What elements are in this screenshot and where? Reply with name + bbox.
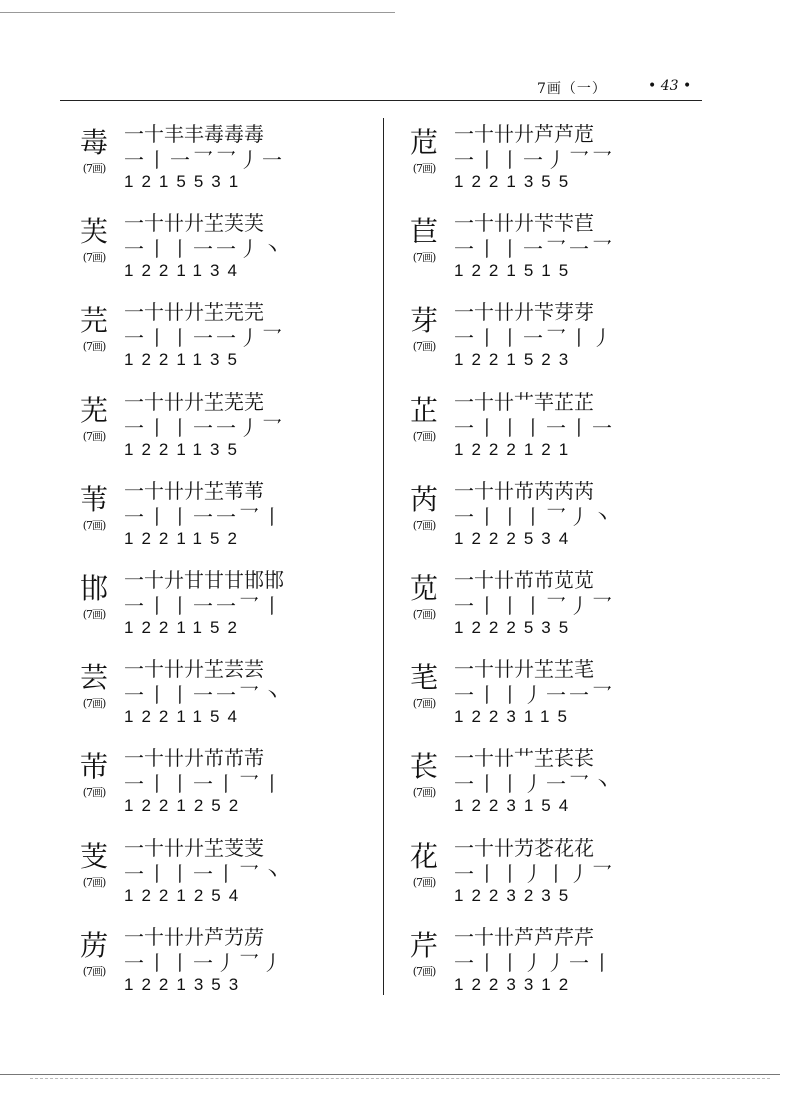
head-character	[400, 306, 448, 354]
stroke-count-label: (7画)	[82, 607, 106, 621]
top-scan-rule	[0, 12, 395, 13]
head-character	[70, 752, 118, 800]
stroke-types: 一丨丨一丨乛丨	[124, 772, 285, 797]
head-character	[400, 839, 448, 890]
character-entry	[400, 380, 660, 469]
character-entry	[400, 201, 660, 290]
character-entry	[70, 201, 330, 290]
character-entry	[70, 112, 330, 201]
stroke-sequence: 一十卄廾芦芦苊	[454, 122, 594, 146]
stroke-sequence: 一十卄廾芐芐苣	[454, 211, 594, 236]
stroke-types: 一丨丨丿丨丿乛	[454, 861, 615, 886]
stroke-codes: 1221134	[124, 261, 245, 281]
stroke-codes: 1221355	[454, 172, 577, 191]
stroke-types: 一丨丨一丿乛丿	[124, 950, 285, 975]
stroke-types: 一丨丨一一丿丶	[124, 237, 285, 262]
head-character	[70, 217, 118, 265]
stroke-types: 一丨丨一乛一乛	[454, 237, 615, 262]
stroke-count-label: (7画)	[412, 518, 436, 532]
head-character	[70, 128, 118, 176]
stroke-sequence: 一十卄芀芲花花	[454, 835, 594, 860]
head-character	[400, 393, 448, 444]
stroke-types: 一丨丨一一乛丶	[124, 683, 285, 708]
character: 芮	[409, 482, 438, 516]
stroke-sequence: 一十卄廾芏芏芼	[454, 657, 594, 682]
head-character	[70, 663, 118, 711]
stroke-sequence: 一十卄廾芇芇芾	[124, 746, 264, 771]
stroke-sequence: 一十丰丰毒毒毒	[124, 122, 264, 146]
character: 邯	[79, 571, 108, 605]
stroke-count-label: (7画)	[412, 340, 436, 354]
stroke-codes: 1221523	[454, 350, 577, 370]
character: 芾	[79, 750, 108, 784]
stroke-sequence: 一十卄芇芇苋苋	[454, 567, 594, 592]
head-character	[70, 928, 118, 979]
stroke-types: 一丨丨一一乛丨	[124, 504, 285, 529]
stroke-codes: 1223154	[454, 796, 577, 816]
stroke-codes: 1222121	[454, 439, 577, 459]
stroke-sequence: 一十卄廾芏芰芰	[124, 835, 264, 860]
bottom-rule-faint	[30, 1078, 770, 1079]
head-character	[70, 571, 118, 622]
stroke-count-label: (7画)	[412, 697, 436, 711]
stroke-types: 一丨丨丨一丨一	[454, 415, 615, 440]
stroke-types: 一丨丨一乛丨丿	[454, 326, 615, 351]
character-entry	[400, 826, 660, 915]
stroke-sequence: 一十卄芦芦芹芹	[454, 924, 594, 949]
character-entry	[70, 469, 330, 558]
stroke-codes: 1221154	[124, 707, 245, 727]
stroke-codes: 1221252	[124, 796, 247, 816]
right-column	[400, 112, 660, 1004]
head-character	[400, 217, 448, 265]
stroke-types: 一丨丨丿一一乛	[454, 683, 615, 708]
stroke-sequence: 一十卄芇芮芮芮	[454, 478, 594, 503]
stroke-types: 一丨丨丿一乛丶	[454, 772, 615, 797]
stroke-sequence: 一十卄廾芏芸芸	[124, 657, 264, 682]
character-entry	[400, 647, 660, 736]
stroke-sequence: 一十卄艹芉芷芷	[454, 389, 594, 414]
stroke-sequence: 一十卄廾芏芜芜	[124, 389, 264, 414]
stroke-codes: 1223235	[454, 885, 577, 905]
character-entry	[70, 290, 330, 379]
character: 芙	[79, 215, 108, 249]
stroke-types: 一丨丨丨乛丿丶	[454, 504, 615, 529]
stroke-count-label: (7画)	[82, 340, 106, 354]
character: 毒	[79, 126, 108, 159]
character-entry	[70, 915, 330, 1004]
character-entry	[400, 558, 660, 647]
character-entry	[70, 558, 330, 647]
stroke-types: 一丨丨一一乛丨	[124, 593, 285, 618]
stroke-count-label: (7画)	[412, 162, 436, 175]
stroke-codes: 1221254	[124, 885, 247, 905]
character: 苋	[409, 571, 438, 605]
stroke-count-label: (7画)	[412, 251, 436, 265]
character: 芹	[409, 928, 438, 962]
stroke-sequence: 一十卄艹芏苌苌	[454, 746, 594, 771]
left-column	[70, 112, 330, 1004]
stroke-count-label: (7画)	[82, 697, 106, 711]
stroke-count-label: (7画)	[82, 964, 106, 978]
stroke-codes: 1222534	[454, 528, 577, 548]
stroke-count-label: (7画)	[412, 607, 436, 621]
head-character	[400, 752, 448, 800]
stroke-types: 一丨丨丿丿一丨	[454, 950, 615, 975]
stroke-sequence: 一十卄廾芏苇苇	[124, 478, 264, 503]
character-entry	[400, 469, 660, 558]
stroke-sequence: 一十廾甘甘甘邯邯	[124, 567, 284, 592]
stroke-count-label: (7画)	[412, 964, 436, 978]
character: 苇	[79, 482, 108, 516]
stroke-codes: 1221152	[124, 528, 245, 548]
character: 花	[409, 839, 438, 873]
stroke-codes: 1223115	[454, 707, 575, 727]
head-character	[70, 482, 118, 533]
character-entry	[400, 290, 660, 379]
character: 芸	[79, 661, 108, 695]
stroke-types: 一丨丨一一丿乛	[124, 415, 285, 440]
column-divider	[383, 118, 384, 995]
stroke-sequence: 一十卄廾芏芫芫	[124, 300, 264, 325]
stroke-codes: 1221152	[124, 617, 245, 637]
stroke-count-label: (7画)	[82, 786, 106, 800]
character: 芰	[79, 839, 108, 873]
section-title: 7画（一）	[537, 81, 607, 97]
head-character	[70, 393, 118, 444]
stroke-count-label: (7画)	[82, 162, 106, 175]
head-character	[70, 306, 118, 354]
character-entry	[70, 380, 330, 469]
stroke-codes: 1221135	[124, 350, 245, 370]
bottom-rule	[0, 1074, 780, 1075]
character: 芽	[409, 304, 438, 338]
character: 芼	[409, 661, 438, 695]
stroke-count-label: (7画)	[82, 875, 106, 889]
stroke-sequence: 一十卄廾芏芙芙	[124, 211, 264, 236]
stroke-codes: 1221353	[124, 974, 247, 994]
head-character	[400, 128, 448, 176]
stroke-types: 一丨丨一丨乛丶	[124, 861, 285, 886]
stroke-codes: 1221515	[454, 261, 577, 281]
head-character	[400, 928, 448, 979]
character-entry	[70, 647, 330, 736]
character: 苈	[79, 928, 108, 962]
stroke-codes: 1221135	[124, 439, 245, 459]
stroke-count-label: (7画)	[412, 786, 436, 800]
stroke-count-label: (7画)	[412, 875, 436, 889]
stroke-types: 一丨丨一丿乛乛	[454, 148, 615, 172]
stroke-sequence: 一十卄廾芐芽芽	[454, 300, 594, 325]
stroke-types: 一丨一乛乛丿一	[124, 148, 285, 172]
stroke-types: 一丨丨丨乛丿乛	[454, 593, 615, 618]
stroke-codes: 1215531	[124, 172, 247, 191]
stroke-sequence: 一十卄廾芦芀苈	[124, 924, 264, 949]
stroke-codes: 1222535	[454, 617, 577, 637]
header-rule	[60, 100, 702, 101]
page-header	[60, 74, 700, 100]
stroke-count-label: (7画)	[82, 429, 106, 443]
character-entry	[400, 112, 660, 201]
character-entry	[70, 736, 330, 825]
character: 芫	[79, 304, 108, 338]
head-character	[400, 482, 448, 533]
character: 苌	[409, 750, 438, 784]
character: 苊	[409, 126, 438, 159]
stroke-codes: 1223312	[454, 974, 577, 994]
character-entry	[400, 736, 660, 825]
character: 芷	[409, 393, 438, 427]
stroke-count-label: (7画)	[412, 429, 436, 443]
character: 苣	[409, 215, 438, 249]
character: 芜	[79, 393, 108, 427]
stroke-count-label: (7画)	[82, 518, 106, 532]
head-character	[70, 839, 118, 890]
character-entry	[400, 915, 660, 1004]
page-number: • 43 •	[648, 78, 692, 94]
head-character	[400, 571, 448, 622]
head-character	[400, 663, 448, 711]
character-entry	[70, 826, 330, 915]
stroke-types: 一丨丨一一丿乛	[124, 326, 285, 351]
stroke-count-label: (7画)	[82, 251, 106, 265]
